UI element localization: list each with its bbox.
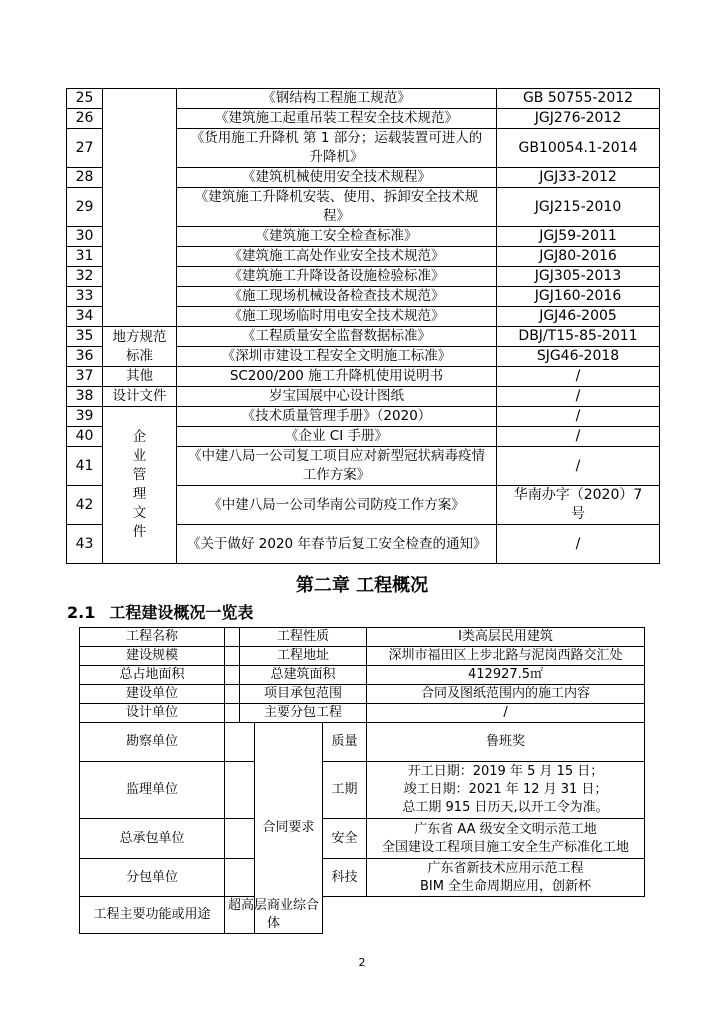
standard-name: 《深圳市建设工程安全文明施工标准》 <box>177 347 497 367</box>
finish-date: 竣工日期：2021 年 12 月 31 日； <box>403 782 608 797</box>
project-name-value <box>225 628 240 647</box>
section-number: 2.1 <box>67 603 96 622</box>
standard-name: 《施工现场临时用电安全技术规范》 <box>177 307 497 327</box>
project-nature-value: Ⅰ类高层民用建筑 <box>367 628 645 647</box>
tech-goal-2: BIM 全生命周期应用，创新杯 <box>419 878 592 894</box>
page-number: 2 <box>358 956 366 969</box>
category-cell-empty <box>103 89 177 327</box>
period-value <box>367 762 645 819</box>
subcontract-value: / <box>367 704 645 723</box>
row-number: 30 <box>67 227 103 247</box>
quality-label: 质量 <box>323 723 367 762</box>
standard-name: 《技术质量管理手册》（2020） <box>177 407 497 427</box>
total-duration: 总工期 915 日历天,以开工令为准。 <box>402 800 609 815</box>
period-label: 工期 <box>323 762 367 819</box>
design-label: 设计单位 <box>80 704 225 723</box>
row-number: 31 <box>67 247 103 267</box>
standard-name: 《关于做好 2020 年春节后复工安全检查的通知》 <box>177 525 497 564</box>
row-number: 35 <box>67 327 103 347</box>
builder-value <box>225 685 240 704</box>
scale-value <box>225 647 240 666</box>
address-label: 工程地址 <box>240 647 367 666</box>
row-number: 43 <box>67 525 103 564</box>
standard-code: / <box>497 525 660 564</box>
category-design: 设计文件 <box>103 387 177 407</box>
standard-code: GB10054.1-2014 <box>497 129 660 168</box>
category-other: 其他 <box>103 367 177 387</box>
standard-name: 《建筑施工升降设备设施检验标准》 <box>177 267 497 287</box>
table-row <box>67 407 660 427</box>
land-area-value <box>225 666 240 685</box>
standard-code: / <box>497 447 660 486</box>
standard-name: 《工程质量安全监督数据标准》 <box>177 327 497 347</box>
row-number: 33 <box>67 287 103 307</box>
table-row <box>67 367 660 387</box>
safety-goal-1: 广东省 AA 级安全文明示范工地 <box>414 821 597 837</box>
safety-value <box>367 819 645 859</box>
supervision-value <box>225 762 255 819</box>
row-number: 40 <box>67 427 103 447</box>
row-number: 38 <box>67 387 103 407</box>
tech-goal-1: 广东省新技术应用示范工程 <box>427 860 584 876</box>
standard-code: / <box>497 387 660 407</box>
project-nature-label: 工程性质 <box>240 628 367 647</box>
table-row <box>67 89 660 109</box>
start-date: 开工日期：2019 年 5 月 15 日； <box>407 764 604 779</box>
subcontract-label: 主要分包工程 <box>240 704 367 723</box>
standard-name: 《企业 CI 手册》 <box>177 427 497 447</box>
floor-area-label: 总建筑面积 <box>240 666 367 685</box>
section-heading: 工程建设概况一览表 <box>109 603 254 622</box>
scale-label: 建设规模 <box>80 647 225 666</box>
address-value: 深圳市福田区上步北路与泥岗西路交汇处 <box>367 647 645 666</box>
row-number: 25 <box>67 89 103 109</box>
subcontractor-value <box>225 859 255 897</box>
standard-code: DBJ/T15-85-2011 <box>497 327 660 347</box>
project-overview-table <box>79 627 645 934</box>
standard-code: 华南办字（2020）7 号 <box>497 486 660 525</box>
table-row <box>67 327 660 347</box>
standard-code: SJG46-2018 <box>497 347 660 367</box>
floor-area-value: 412927.5㎡ <box>367 666 645 685</box>
standard-code: JGJ276-2012 <box>497 109 660 129</box>
builder-label: 建设单位 <box>80 685 225 704</box>
section-title <box>67 602 253 624</box>
row-number: 34 <box>67 307 103 327</box>
standard-code: / <box>497 367 660 387</box>
standard-code: JGJ160-2016 <box>497 287 660 307</box>
row-number: 26 <box>67 109 103 129</box>
standard-name: 《货用施工升降机 第 1 部分；运载装置可进人的升降机》 <box>177 129 497 168</box>
standard-code: JGJ46-2005 <box>497 307 660 327</box>
table-row <box>67 387 660 407</box>
standard-name: 《建筑施工高处作业安全技术规范》 <box>177 247 497 267</box>
row-number: 42 <box>67 486 103 525</box>
chapter-title: 第二章 工程概况 <box>295 575 429 596</box>
subcontractor-label: 分包单位 <box>80 859 225 897</box>
row-number: 32 <box>67 267 103 287</box>
standard-name: 《建筑施工安全检查标准》 <box>177 227 497 247</box>
standard-code: JGJ215-2010 <box>497 188 660 227</box>
survey-label: 勘察单位 <box>80 723 225 762</box>
row-number: 27 <box>67 129 103 168</box>
standard-name: SC200/200 施工升降机使用说明书 <box>177 367 497 387</box>
standard-name: 《中建八局一公司华南公司防疫工作方案》 <box>177 486 497 525</box>
general-contractor-label: 总承包单位 <box>80 819 225 859</box>
function-label: 工程主要功能或用途 <box>80 897 225 934</box>
project-name-label: 工程名称 <box>80 628 225 647</box>
design-value <box>225 704 240 723</box>
standard-code: GB 50755-2012 <box>497 89 660 109</box>
category-enterprise: 企业管理文件 <box>103 407 177 564</box>
contract-scope-value: 合同及图纸范围内的施工内容 <box>367 685 645 704</box>
category-local: 地方规范标准 <box>103 327 177 367</box>
standard-name: 岁宝国展中心设计图纸 <box>177 387 497 407</box>
tech-value <box>367 859 645 897</box>
standard-name: 《中建八局一公司复工项目应对新型冠状病毒疫情工作方案》 <box>177 447 497 486</box>
function-value: 超高层商业综合体 <box>225 897 323 934</box>
standard-name: 《钢结构工程施工规范》 <box>177 89 497 109</box>
standard-code: JGJ305-2013 <box>497 267 660 287</box>
standard-name: 《施工现场机械设备检查技术规范》 <box>177 287 497 307</box>
row-number: 37 <box>67 367 103 387</box>
standard-code: / <box>497 427 660 447</box>
row-number: 39 <box>67 407 103 427</box>
safety-goal-2: 全国建设工程项目施工安全生产标准化工地 <box>382 839 630 855</box>
standard-code: JGJ33-2012 <box>497 168 660 188</box>
row-number: 41 <box>67 447 103 486</box>
contract-scope-label: 项目承包范围 <box>240 685 367 704</box>
general-contractor-value <box>225 819 255 859</box>
land-area-label: 总占地面积 <box>80 666 225 685</box>
standard-name: 《建筑施工起重吊装工程安全技术规范》 <box>177 109 497 129</box>
survey-value <box>225 723 255 762</box>
standard-code: / <box>497 407 660 427</box>
standard-name: 《建筑机械使用安全技术规程》 <box>177 168 497 188</box>
tech-label: 科技 <box>323 859 367 897</box>
quality-value: 鲁班奖 <box>367 723 645 762</box>
row-number: 36 <box>67 347 103 367</box>
contract-requirements-label: 合同要求 <box>255 723 323 934</box>
standards-table <box>66 88 660 564</box>
row-number: 28 <box>67 168 103 188</box>
standard-code: JGJ59-2011 <box>497 227 660 247</box>
standard-code: JGJ80-2016 <box>497 247 660 267</box>
supervision-label: 监理单位 <box>80 762 225 819</box>
row-number: 29 <box>67 188 103 227</box>
safety-label: 安全 <box>323 819 367 859</box>
standard-name: 《建筑施工升降机安装、使用、拆卸安全技术规程》 <box>177 188 497 227</box>
